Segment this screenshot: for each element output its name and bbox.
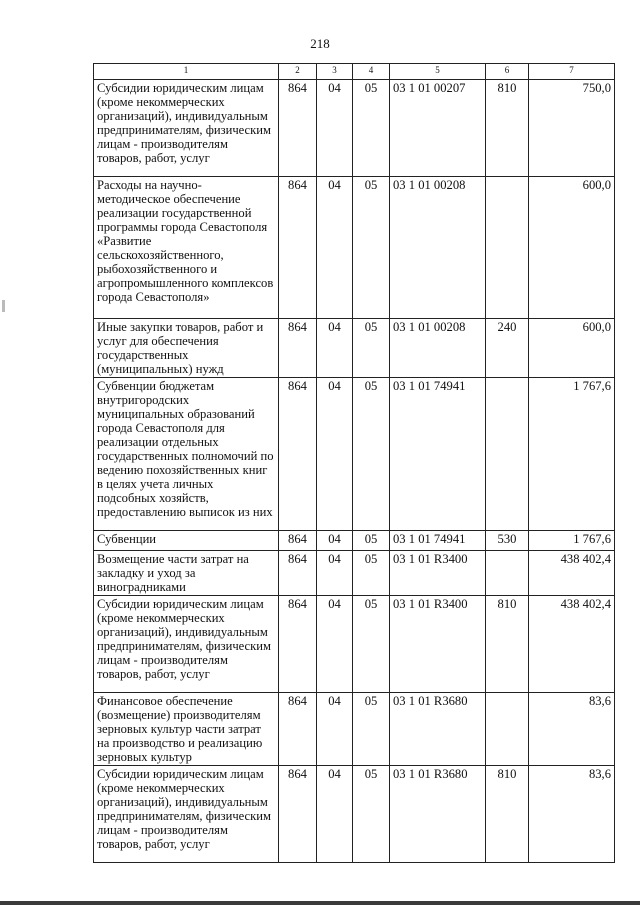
subsection-code: 05: [353, 319, 390, 378]
page-number: 218: [310, 36, 330, 51]
column-header: 4: [353, 64, 390, 80]
amount: 1 767,6: [529, 378, 615, 531]
target-code: 03 1 01 00208: [390, 319, 486, 378]
table-row: [94, 177, 615, 319]
section-code: 04: [317, 596, 353, 693]
target-code: 03 1 01 R3400: [390, 551, 486, 596]
expense-type-code: 240: [486, 319, 529, 378]
amount: 438 402,4: [529, 596, 615, 693]
column-header: 2: [279, 64, 317, 80]
column-header: 5: [390, 64, 486, 80]
row-name: Субсидии юридическим лицам (кроме некоммерческих организаций), индивидуальным предпринимателям, физическим лицам - производителям товаров, работ, услуг: [94, 596, 279, 693]
section-code: 04: [317, 766, 353, 863]
budget-table: [93, 63, 615, 863]
subsection-code: 05: [353, 596, 390, 693]
amount: 1 767,6: [529, 531, 615, 551]
target-code: 03 1 01 74941: [390, 531, 486, 551]
row-name: Субсидии юридическим лицам (кроме некоммерческих организаций), индивидуальным предпринимателям, физическим лицам - производителям товаров, работ, услуг: [94, 766, 279, 863]
subsection-code: 05: [353, 177, 390, 319]
target-code: 03 1 01 74941: [390, 378, 486, 531]
ministry-code: 864: [279, 531, 317, 551]
column-header: 6: [486, 64, 529, 80]
amount: 83,6: [529, 693, 615, 766]
column-header: 7: [529, 64, 615, 80]
row-name: Финансовое обеспечение (возмещение) производителям зерновых культур части затрат на производство и реализацию зерновых культур: [94, 693, 279, 766]
ministry-code: 864: [279, 177, 317, 319]
subsection-code: 05: [353, 80, 390, 177]
expense-type-code: 810: [486, 596, 529, 693]
expense-type-code: [486, 378, 529, 531]
amount: 438 402,4: [529, 551, 615, 596]
table-row: [94, 596, 615, 693]
target-code: 03 1 01 00207: [390, 80, 486, 177]
row-name: Иные закупки товаров, работ и услуг для обеспечения государственных (муниципальных) нужд: [94, 319, 279, 378]
ministry-code: 864: [279, 319, 317, 378]
target-code: 03 1 01 R3680: [390, 766, 486, 863]
ministry-code: 864: [279, 551, 317, 596]
scan-bottom-edge: [0, 901, 640, 905]
target-code: 03 1 01 00208: [390, 177, 486, 319]
ministry-code: 864: [279, 596, 317, 693]
column-header: 1: [94, 64, 279, 80]
subsection-code: 05: [353, 531, 390, 551]
ministry-code: 864: [279, 378, 317, 531]
table-row: [94, 80, 615, 177]
subsection-code: 05: [353, 693, 390, 766]
column-header: 3: [317, 64, 353, 80]
table-row: [94, 693, 615, 766]
row-name: Субвенции бюджетам внутригородских муниципальных образований города Севастополя для реализации отдельных государственных полномочий по ведению похозяйственных книг в целях учета личных подсобных хозяйств, предоставлению выписок из них: [94, 378, 279, 531]
section-code: 04: [317, 177, 353, 319]
subsection-code: 05: [353, 766, 390, 863]
table-row: [94, 378, 615, 531]
ministry-code: 864: [279, 80, 317, 177]
section-code: 04: [317, 531, 353, 551]
section-code: 04: [317, 80, 353, 177]
ministry-code: 864: [279, 766, 317, 863]
ministry-code: 864: [279, 693, 317, 766]
row-name: Возмещение части затрат на закладку и уход за виноградниками: [94, 551, 279, 596]
subsection-code: 05: [353, 551, 390, 596]
expense-type-code: [486, 177, 529, 319]
amount: 83,6: [529, 766, 615, 863]
section-code: 04: [317, 693, 353, 766]
section-code: 04: [317, 319, 353, 378]
expense-type-code: [486, 693, 529, 766]
table-row: [94, 766, 615, 863]
scan-artifact: [2, 300, 5, 312]
row-name: Субвенции: [94, 531, 279, 551]
table-header-row: [94, 64, 615, 80]
amount: 600,0: [529, 177, 615, 319]
table-row: [94, 551, 615, 596]
expense-type-code: [486, 551, 529, 596]
section-code: 04: [317, 378, 353, 531]
row-name: Субсидии юридическим лицам (кроме некоммерческих организаций), индивидуальным предпринимателям, физическим лицам - производителям товаров, работ, услуг: [94, 80, 279, 177]
section-code: 04: [317, 551, 353, 596]
target-code: 03 1 01 R3680: [390, 693, 486, 766]
target-code: 03 1 01 R3400: [390, 596, 486, 693]
amount: 600,0: [529, 319, 615, 378]
expense-type-code: 530: [486, 531, 529, 551]
expense-type-code: 810: [486, 766, 529, 863]
table-row: [94, 531, 615, 551]
table-row: [94, 319, 615, 378]
subsection-code: 05: [353, 378, 390, 531]
expense-type-code: 810: [486, 80, 529, 177]
row-name: Расходы на научно-методическое обеспечение реализации государственной программы города Севастополя «Развитие сельскохозяйственного, рыбохозяйственного и агропромышленного комплексов города Севастополя»: [94, 177, 279, 319]
amount: 750,0: [529, 80, 615, 177]
